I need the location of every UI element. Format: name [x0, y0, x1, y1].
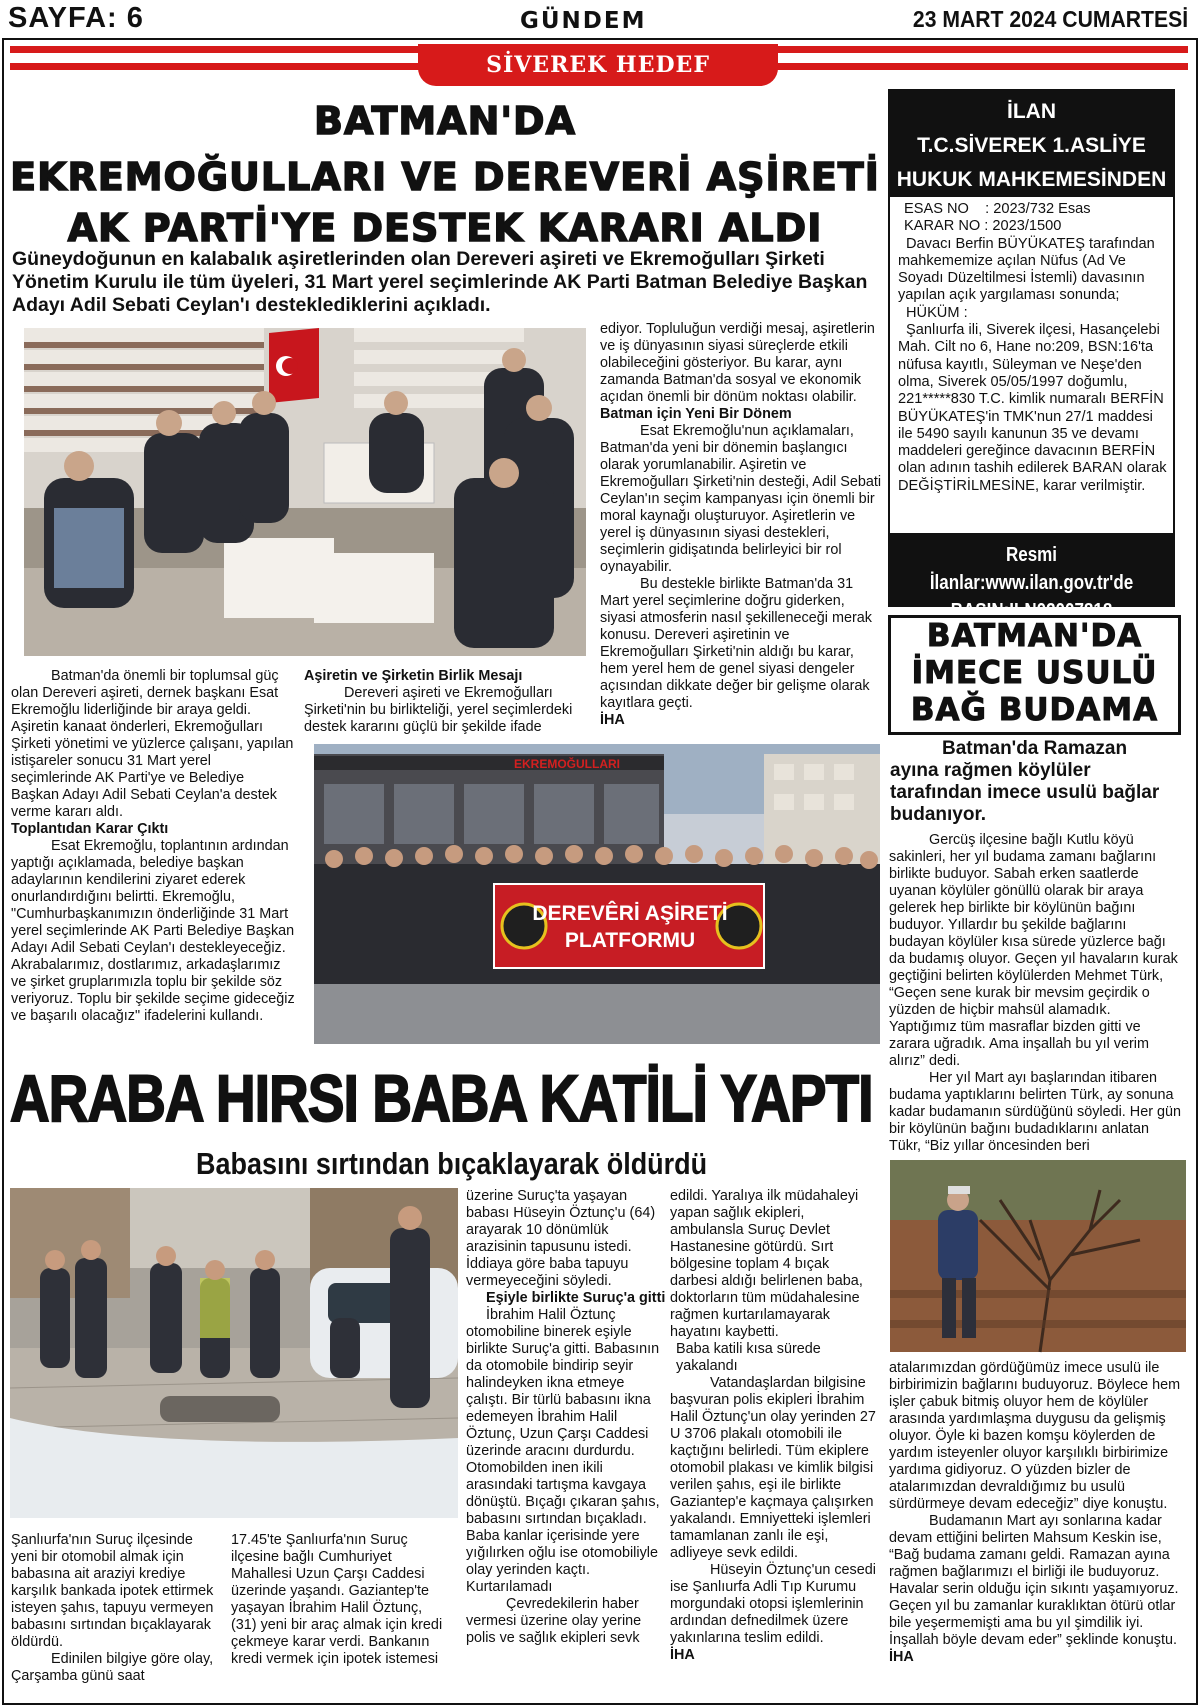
article3-col3 [466, 1188, 666, 1694]
article1-headline-1: BATMAN'DA [314, 99, 576, 143]
article1-col1-p2: Esat Ekremoğlu, toplantının ardından yaptığı açıklamada, belediye başkan adaylarının kendilerini ziyaret ederek onurlandırdığını belirtti. Ekremoğlu, "Cumhurbaşkanımızın önderliğinde 31 Mart yerel seçimlerinde AK Parti Belediye Başkan Adayı Adil Sebati Ceylan'ı destekleyeceğiz. Akrabalarımız, dostlarımız, arkadaşlarımız ve şirket gruplarımızla toplu bir şekilde söz veriyoruz. Toplu bir şekilde seçime gideceğiz ve başarılı olacağız" ifadelerini kullandı. [11, 838, 295, 1024]
article1-headline-3: AK PARTİ'YE DESTEK KARARI ALDI [67, 206, 823, 250]
platform-photo [314, 744, 880, 1044]
article3-c4-p2: Vatandaşlardan bilgisine başvuran polis ekipleri İbrahim Halil Öztunç'un olay yerinden 27 U 3706 plakalı otomobili ile kaçtığını belirledi. Tüm ekiplere otomobil plakası ve kimlik bilgisi verilen şahıs, eşi ile birlikte Gaziantep'e kaçmaya çalışırken yakalandı. Emniyetteki işlemleri tamamlanan zanlı ile eşi, adliyeye sevk edildi. [670, 1375, 876, 1561]
article3-col2 [231, 1532, 443, 1694]
red-rule-left [10, 46, 420, 53]
article3-c3-subhead-1: Eşiyle birlikte Suruç'a gitti [486, 1290, 666, 1306]
meeting-photo [24, 328, 586, 656]
banner-line1: DEREVÊRİ AŞİRETİ [532, 902, 728, 925]
article1-col1-p1: Batman'da önemli bir toplumsal güç olan Dereveri aşireti, dernek başkanı Esat Ekremoğlu liderliğinde bir araya geldi. Aşiretin kanaat önderleri, Ekremoğulları Şirketi yönetimi ve yüzlerce çalışanı, yapılan istişareler sonucu 31 Mart yerel seçimlerinde AK Parti'ye ve Belediye Başkan Adayı Adil Sebati Ceylan'a destek verme kararı aldı. [11, 668, 294, 820]
article1-col3-p1: ediyor. Topluluğun verdiği mesaj, aşiretlerin ve iş dünyasının siyasi süreçlerde etkili olabileceğini gösteriyor. Bu karar, aynı zamanda Batman'da sosyal ve ekonomik açıdan önemli bir dönüm noktası olabilir. [600, 321, 875, 405]
article1-col2-p1: Dereveri aşireti ve Ekremoğulları Şirketi'nin bu birlikteliği, yerel seçimlerdeki destek kararını güçlü bir şekilde ifade [304, 685, 573, 735]
case-number: ESAS NO : 2023/732 Esas [904, 201, 1091, 217]
article3-c4-p1: edildi. Yaralıya ilk müdahaleyi yapan sağlık ekipleri, ambulansla Suruç Devlet Hastanesine götürdü. Sırt bölgesine toplam 4 bıçak darbesi aldığı belirlenen baba, doktorların tüm müdahalesine rağmen kurtarılamayarak hayatını kaybetti. [670, 1188, 863, 1340]
article1-col1 [11, 668, 295, 1060]
article3-c4-p3: Hüseyin Öztunç'un cesedi ise Şanlıurfa Adli Tıp Kurumu morgundaki otopsi işlemlerinin ardından defnedilmek üzere yakınlarına teslim edildi. [670, 1562, 876, 1646]
article3-signature: İHA [670, 1647, 695, 1663]
article3-c3-p1: üzerine Suruç'ta yaşayan babası Hüseyin Öztunç'u (64) arayarak 10 dönümlük arazisinin tapusunu istedi. İddiaya göre baba tapuyu vermeyeceğini söyledi. [466, 1188, 656, 1289]
article3-c3-subhead-2: Kurtarılamadı [466, 1579, 553, 1595]
article3-c1-p2: Edinilen bilgiye göre olay, Çarşamba günü saat [11, 1651, 214, 1684]
newspaper-name: SİVEREK HEDEF GAZETESİ [418, 44, 778, 86]
legal-notice-court: T.C.SİVEREK 1.ASLİYE [917, 134, 1146, 157]
legal-notice-body [890, 197, 1173, 495]
legal-notice-court-2: HUKUK MAHKEMESİNDEN [896, 168, 1167, 191]
red-rule-left-2 [10, 63, 420, 70]
official-ads-site: Resmi İlanlar:www.ilan.gov.tr'de [929, 544, 1134, 594]
press-code: BASIN:ILN02007818 [950, 600, 1113, 622]
article2-headline [888, 615, 1181, 735]
article3-c1-p1: Şanlıurfa'nın Suruç ilçesinde yeni bir otomobil almak için babasına ait araziyi krediye karşılık bankada ipotek ettirmek isteyen şahıs, tapuyu vermeyen babasını sırtından bıçaklayarak öldürdü. [11, 1532, 214, 1650]
verdict-label: HÜKÜM : [906, 304, 968, 321]
article1-subhead-1: Toplantıdan Karar Çıktı [11, 821, 169, 837]
section-title: GÜNDEM [520, 8, 647, 34]
article2-headline-1: BATMAN'DA [926, 618, 1143, 654]
article1-lead: Güneydoğunun en kalabalık aşiretlerinden olan Dereveri aşireti ve Ekremoğulları Şirketi Yönetim Kurulu ile tüm üyeleri, 31 Mart yerel seçimlerinde AK Parti Batman Belediye Başkan Adayı Adil Sebati Ceylan'ı desteklediklerini açıkladı. [12, 248, 868, 316]
article3-headline: ARABA HIRSI BABA KATİLİ YAPTI [10, 1061, 873, 1135]
article3-subhead: Babasını sırtından bıçaklayarak öldürdü [196, 1146, 708, 1181]
decision-number: KARAR NO : 2023/1500 [904, 218, 1062, 235]
legal-notice-p2: Şanlıurfa ili, Siverek ilçesi, Hasançelebi Mah. Cilt no 6, Hane no:209, BSN:16'ta nüfusa kayıtlı, Süleyman ve Neşe'den olma, Siverek 05/05/1997 doğumlu, 221*****830 T.C. kimlik numaralı BERFİN BÜYÜKATEŞ'in TMK'nun 27/1 maddesi ile 5490 sayılı kanunun 35 ve devamı maddeleri gereğince davacının BERFİN olan adının tashih edilerek BARAN olarak DEĞİŞTİRİLMESİNE, karar verilmiştir. [898, 322, 1167, 494]
article2-p4: Budamanın Mart ayı sonlarına kadar devam ettiğini belirten Mahsum Keskin ise, “Bağ budama zamanı geldi. Ramazan ayına rağmen bağlarımızı el birliği ile buduyoruz. Havalar serin olduğu için sıkıntı yaşamıyoruz. Geçen yıl bu zamanlar kuraklıktan ötürü otlar bile yeşermemişti ama bu yıl şimdilik iyi. İnşallah böyle devam eder” şeklinde konuştu. [889, 1513, 1179, 1648]
article2-lead: Batman'da Ramazan ayına rağmen köylüler tarafından imece usulü bağlar budanıyor. [890, 738, 1160, 825]
article1-subhead-2: Aşiretin ve Şirketin Birlik Mesajı [304, 668, 523, 684]
article1-col3-p2: Esat Ekremoğlu'nun açıklamaları, Batman'da yeni bir dönemin başlangıcı olarak yorumlanabilir. Aşiretin ve Ekremoğulları Şirketi'nin desteği, Adil Sebati Ceylan'ın seçim kampanyası için önemli bir moral kaynağı oluşturuyor. Aşiretlerin ve yerel iş dünyasının siyasi destekleri, seçimlerin gidişatında belirleyici bir rol oynayabilir. [600, 423, 882, 575]
legal-notice-footer [890, 533, 1173, 622]
article3-col4 [670, 1188, 880, 1694]
crime-scene-photo [10, 1188, 458, 1518]
article1-col2 [304, 668, 589, 735]
article3-c2-p1: 17.45'te Şanlıurfa'nın Suruç ilçesine bağlı Cumhuriyet Mahallesi Uzun Çarşı Caddesi üzerinde yaşandı. Gaziantep'te yaşayan İbrahim Halil Öztunç, (31) yeni bir araç almak için kredi çekmeye karar verdi. Bankanın kredi vermek için ipotek istemesi [231, 1532, 443, 1667]
article2-col-bottom [889, 1360, 1181, 1695]
article3-c4-subhead: Baba katili kısa sürede yakalandı [676, 1341, 821, 1374]
article1-col3-p3: Bu destekle birlikte Batman'da 31 Mart yerel seçimlerine doğru giderken, siyasi atmosferin nasıl şekilleneceği merak konusu. Dereveri aşiretinin ve Ekremoğulları Şirketi'nin aldığı bu karar, hem yerel hem de genel siyasi dengeler açısından dikkate değer bir gelişme olarak kayıtlara geçti. [600, 576, 872, 711]
banner-line2: PLATFORMU [564, 929, 696, 952]
legal-notice [888, 89, 1175, 622]
building-sign: EKREMOĞULLARI [514, 757, 620, 771]
legal-notice-p1: Davacı Berfin BÜYÜKATEŞ tarafından mahkememize açılan Nüfus (Ad Ve Soyadı Düzeltilmesi İstemli) davasının yapılan açık yargılaması sonunda; [898, 235, 1155, 304]
article3-col1 [11, 1532, 223, 1694]
legal-notice-header [890, 91, 1173, 197]
red-rule-right-2 [776, 63, 1188, 70]
article3-c3-p3: Çevredekilerin haber vermesi üzerine olay yerine polis ve sağlık ekipleri sevk [466, 1596, 642, 1646]
page-header [0, 0, 1200, 38]
pruning-photo [890, 1160, 1186, 1352]
article2-p3: atalarımızdan gördüğümüz imece usulü ile birbirimizin bağlarını buduyoruz. Böylece hem işler çabuk bitmiş oluyor hem de köylüler arasında yardımlaşma duygusu da gelişmiş oluyor. Öyle ki bazen komşu köylerden de yardım isteyenler oluyor karşılıklı birbirimize yardıma gidiyoruz. O yüzden bizler de atalarımızdan devraldığımız bu usulü sürdürmeye devam edeceğiz” diye konuştu. [889, 1360, 1181, 1512]
article2-p2: Her yıl Mart ayı başlarından itibaren budama yaptıklarını belirten Türk, ay sonuna kadar budamanın sürdüğünü söyledi. Her gün bir köylünün bağını budadıklarını anlatan Tükr, “Biz yıllar öncesinden beri [889, 1070, 1182, 1154]
article2-signature: İHA [889, 1649, 914, 1665]
article1-col3 [600, 321, 882, 727]
article1-headline-2: EKREMOĞULLARI VE DEREVERİ AŞİRETİ [10, 155, 880, 199]
article2-headline-2: İMECE USULÜ [911, 655, 1158, 691]
article2-headline-3: BAĞ BUDAMA [910, 692, 1159, 728]
legal-notice-title: İLAN [1007, 100, 1056, 123]
article1-signature: İHA [600, 712, 625, 728]
article2-col-top [889, 832, 1181, 1152]
page-number: SAYFA: 6 [8, 2, 144, 34]
red-rule-right [776, 46, 1188, 53]
article3-c3-p2: İbrahim Halil Öztunç otomobiline binerek eşiyle birlikte Suruç'a gitti. Babasının da otomobile bindirip seyir halindeyken ikna etmeye çalıştı. Bir türlü babasını ikna edemeyen İbrahim Halil Öztunç, Uzun Çarşı Caddesi üzerinde aracını durdurdu. Otomobilden inen ikili arasındaki tartışma kavgaya dönüştü. Bıçağı çıkaran şahıs, babasını sırtından bıçakladı. Baba kanlar içerisinde yere yığılırken oğlu ise otomobiliyle olay yerinden kaçtı. [466, 1307, 660, 1578]
article1-subhead-3: Batman için Yeni Bir Dönem [600, 406, 792, 422]
issue-date: 23 MART 2024 CUMARTESİ [912, 6, 1188, 32]
article2-p1: Gercüş ilçesine bağlı Kutlu köyü sakinleri, her yıl budama zamanı bağlarını birlikte buduyor. Sabah erken saatlerde uyanan köylüler gönüllü olarak bir araya gelerek hep birlikte bir köylünün bağını buduyor. Yıllardır bu şekilde bağlarını budayan köylüler kısa sürede yüzlerce bağı da budamış oluyor. Geçen yıl havaların kurak geçtiğini belirten köylülerden Mehmet Türk, “Geçen sene kurak bir mevsim geçirdik o yüzden de hiçbir mahsül alamadık. Yaptığımız tüm masraflar bizden gitti ve zarara uğradık. Ama inşallah bu yıl verim alırız” dedi. [889, 832, 1178, 1069]
